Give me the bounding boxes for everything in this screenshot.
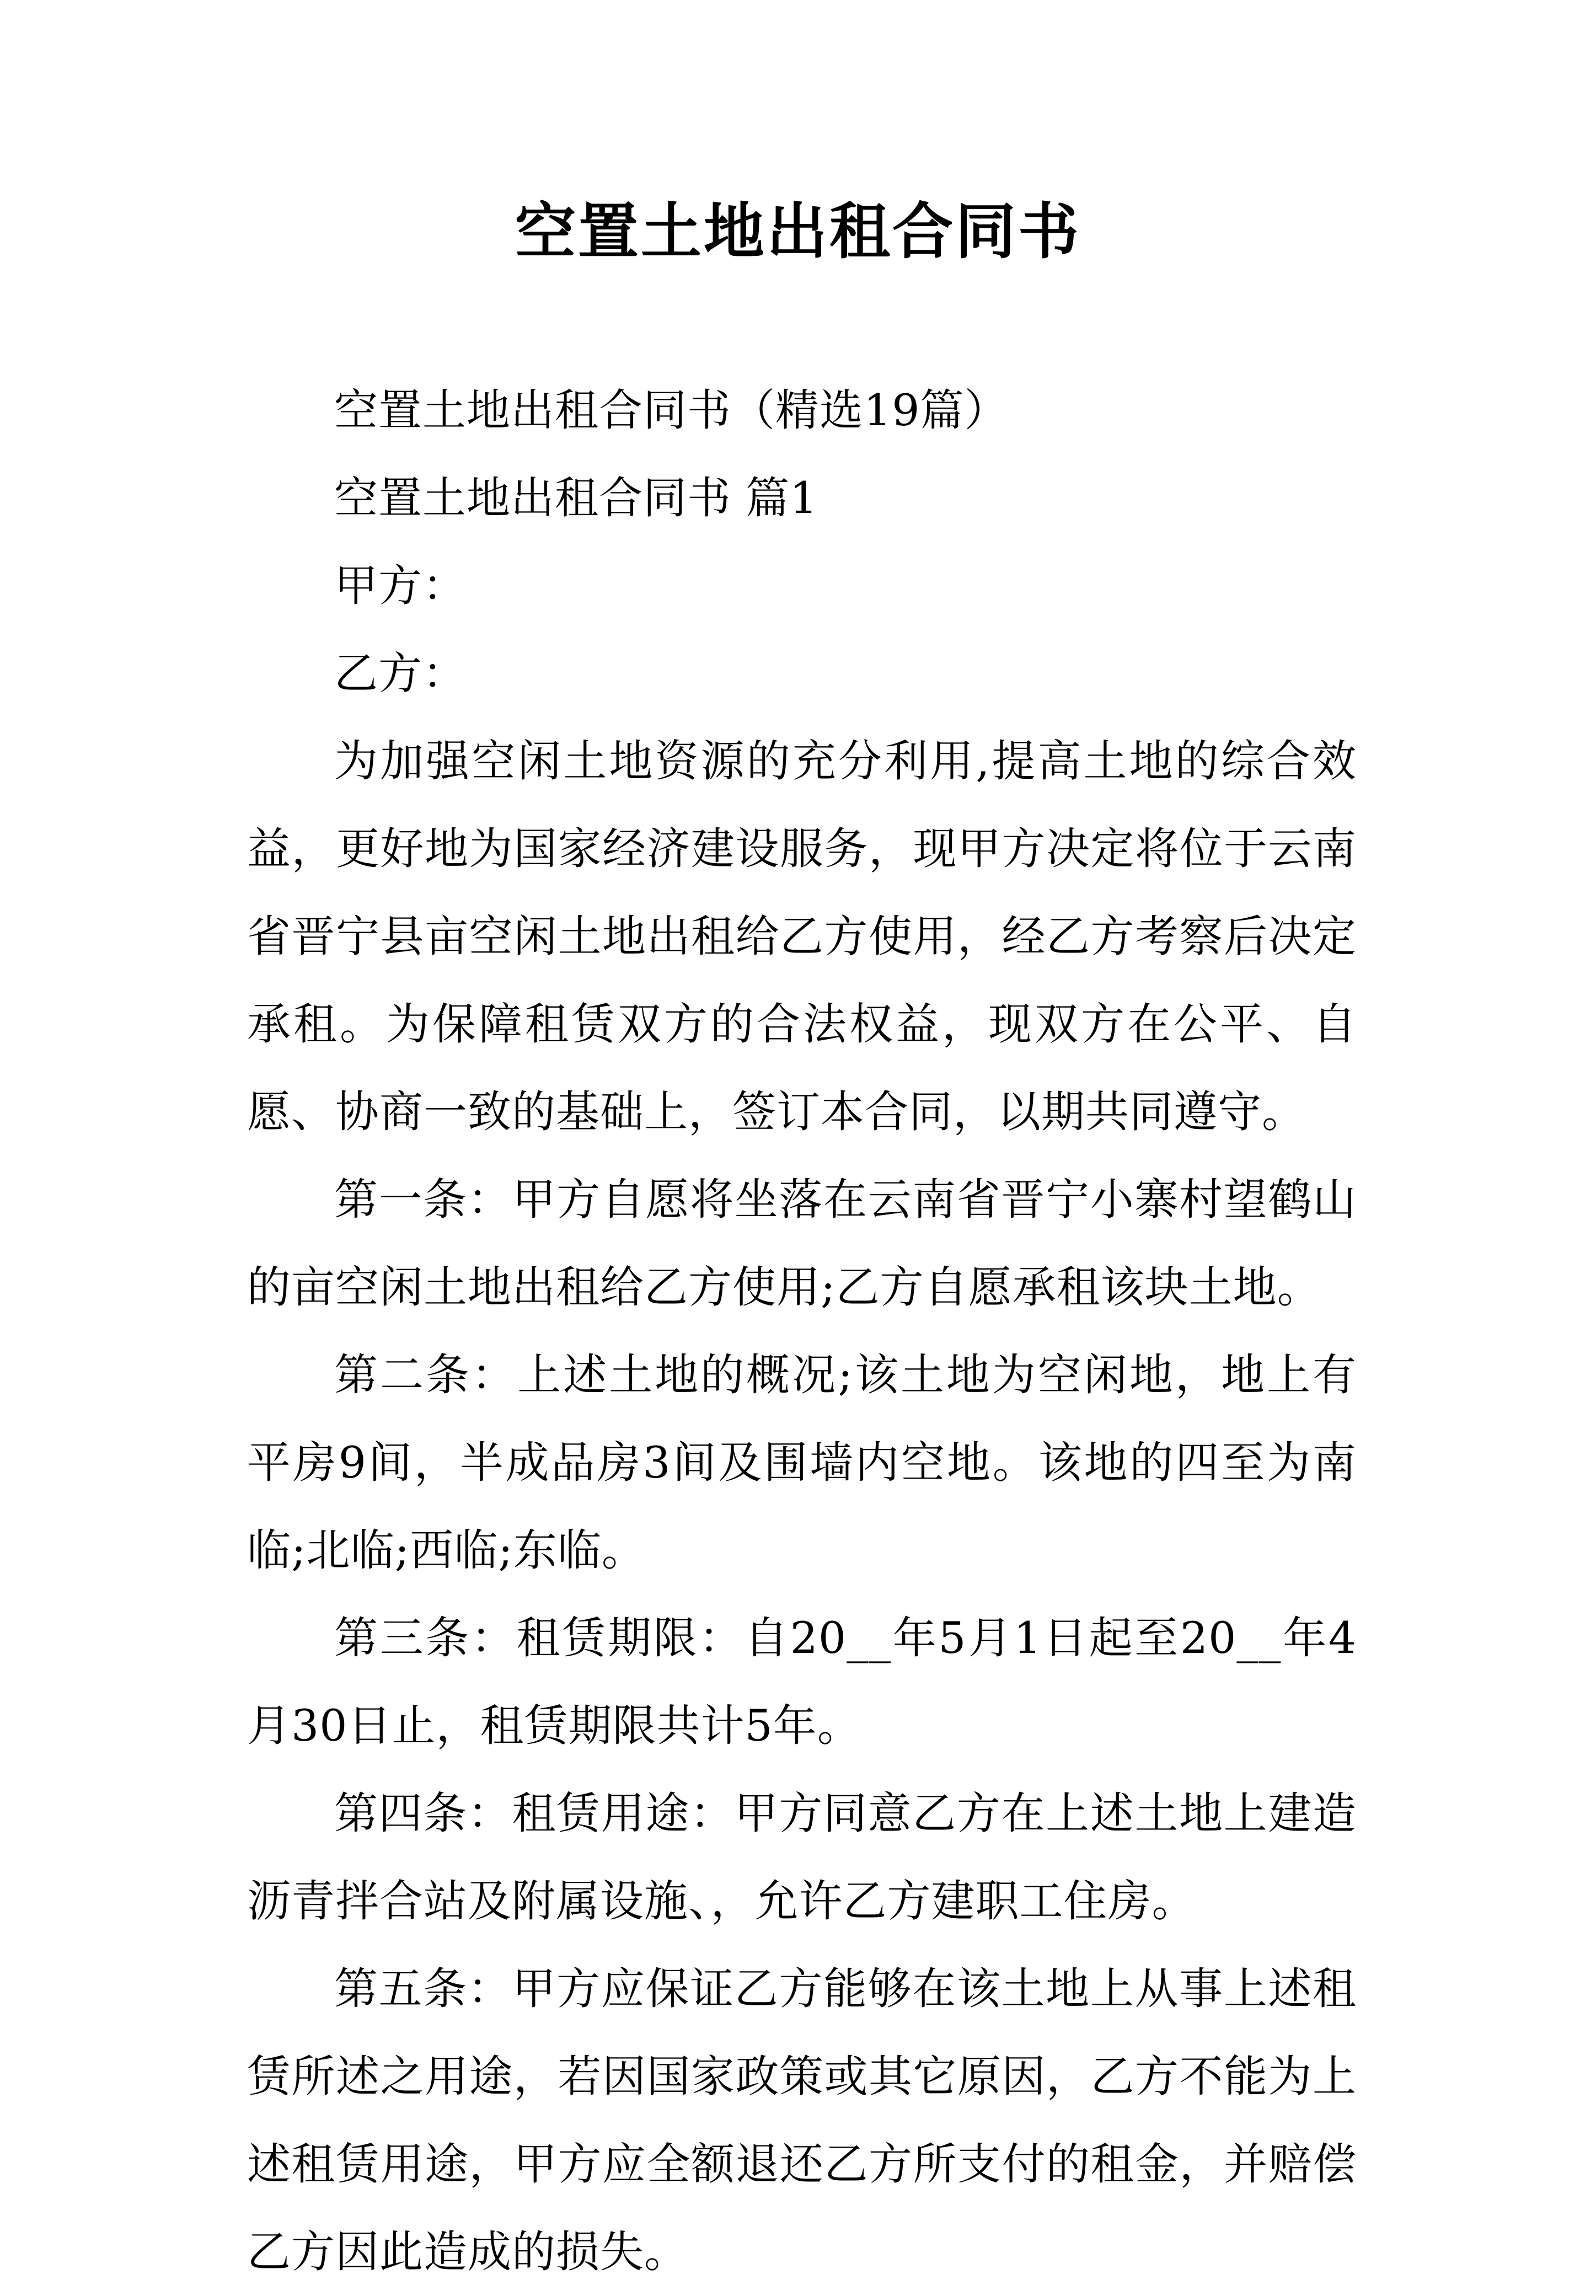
document-title: 空置土地出租合同书	[515, 196, 1081, 267]
paragraph-subtitle: 空置土地出租合同书（精选19篇）	[334, 385, 1009, 436]
document-body	[247, 367, 1357, 2296]
paragraph-article-4: 第四条：租赁用途：甲方同意乙方在上述土地上建造沥青拌合站及附属设施、，允许乙方建职工住房。	[247, 1788, 1357, 1926]
paragraph-article-1: 第一条：甲方自愿将坐落在云南省晋宁小寨村望鹤山的亩空闲土地出租给乙方使用;乙方自愿承租该块土地。	[247, 1174, 1357, 1313]
paragraph-preamble: 为加强空闲土地资源的充分利用,提高土地的综合效益，更好地为国家经济建设服务，现甲方决定将位于云南省晋宁县亩空闲土地出租给乙方使用，经乙方考察后决定承租。为保障租赁双方的合法权益，现双方在公平、自愿、协商一致的基础上，签订本合同，以期共同遵守。	[247, 736, 1357, 1137]
paragraph-article-5: 第五条：甲方应保证乙方能够在该土地上从事上述租赁所述之用途，若因国家政策或其它原因，乙方不能为上述租赁用途，甲方应全额退还乙方所支付的租金，并赔偿乙方因此造成的损失。	[247, 1963, 1357, 2277]
paragraph-party-b: 乙方：	[334, 648, 467, 699]
paragraph-section-heading: 空置土地出租合同书 篇1	[334, 473, 818, 523]
paragraph-article-3: 第三条：租赁期限：自20__年5月1日起至20__年4月30日止，租赁期限共计5年。	[247, 1613, 1357, 1751]
paragraph-article-2: 第二条：上述土地的概况;该土地为空闲地，地上有平房9间，半成品房3间及围墙内空地。该地的四至为南临;北临;西临;东临。	[247, 1350, 1357, 1576]
paragraph-party-a: 甲方：	[334, 560, 467, 611]
